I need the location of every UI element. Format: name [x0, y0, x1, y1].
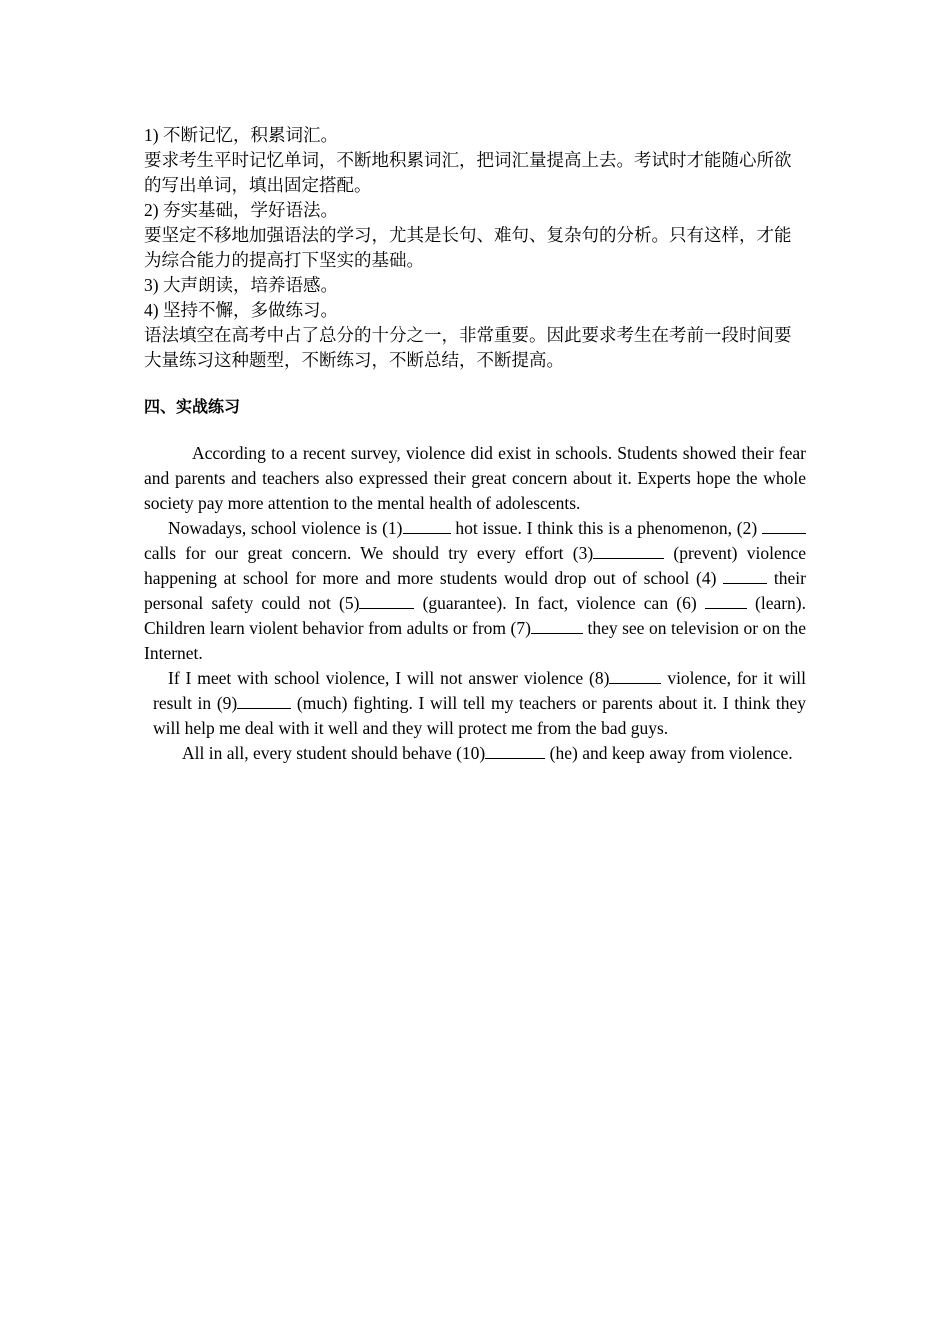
tip-4-body: 语法填空在高考中占了总分的十分之一，非常重要。因此要求考生在考前一段时间要大量练习这种题型，不断练习，不断总结，不断提高。 — [144, 325, 792, 370]
blank-7[interactable] — [531, 617, 583, 634]
tip-4-title: 4) 坚持不懈，多做练习。 — [144, 300, 338, 320]
passage-paragraph-4: All in all, every student should behave (10) (he) and keep away from violence. — [182, 743, 793, 763]
blank-3[interactable] — [593, 542, 664, 559]
tip-1-title: 1) 不断记忆，积累词汇。 — [144, 125, 338, 145]
blank-2[interactable] — [762, 517, 806, 534]
blank-10[interactable] — [485, 742, 545, 759]
blank-5[interactable] — [359, 592, 414, 609]
section-heading: 四、实战练习 — [144, 397, 241, 416]
tip-3-title: 3) 大声朗读，培养语感。 — [144, 275, 338, 295]
blank-6[interactable] — [705, 592, 747, 609]
blank-8[interactable] — [609, 667, 661, 684]
passage-paragraph-3: If I meet with school violence, I will not answer violence (8) violence, for it will result in (9) (much) fighting. I will tell my teachers or parents about it. I think they will help me deal with it well and they will protect me from the bad guys. — [153, 668, 806, 738]
tip-2-title: 2) 夯实基础，学好语法。 — [144, 200, 338, 220]
blank-4[interactable] — [723, 567, 767, 584]
passage-paragraph-1: According to a recent survey, violence did exist in schools. Students showed their fear and parents and teachers also expressed their great concern about it. Experts hope the whole society pay more attention to the mental health of adolescents. — [144, 443, 806, 513]
blank-9[interactable] — [237, 692, 291, 709]
blank-1[interactable] — [403, 517, 451, 534]
passage-paragraph-2: Nowadays, school violence is (1) hot issue. I think this is a phenomenon, (2) calls for our great concern. We should try every effort (3) (prevent) violence happening at school for more and more students would drop out of school (4) their personal safety could not (5) (guarantee). In fact, violence can (6) (learn). Children learn violent behavior from adults or from (7) they see on television or on the Internet. — [144, 518, 807, 663]
document-page — [144, 123, 806, 766]
tip-1-body: 要求考生平时记忆单词，不断地积累词汇，把词汇量提高上去。考试时才能随心所欲的写出单词，填出固定搭配。 — [144, 150, 792, 195]
tip-2-body: 要坚定不移地加强语法的学习，尤其是长句、难句、复杂句的分析。只有这样，才能为综合能力的提高打下坚实的基础。 — [144, 225, 792, 270]
